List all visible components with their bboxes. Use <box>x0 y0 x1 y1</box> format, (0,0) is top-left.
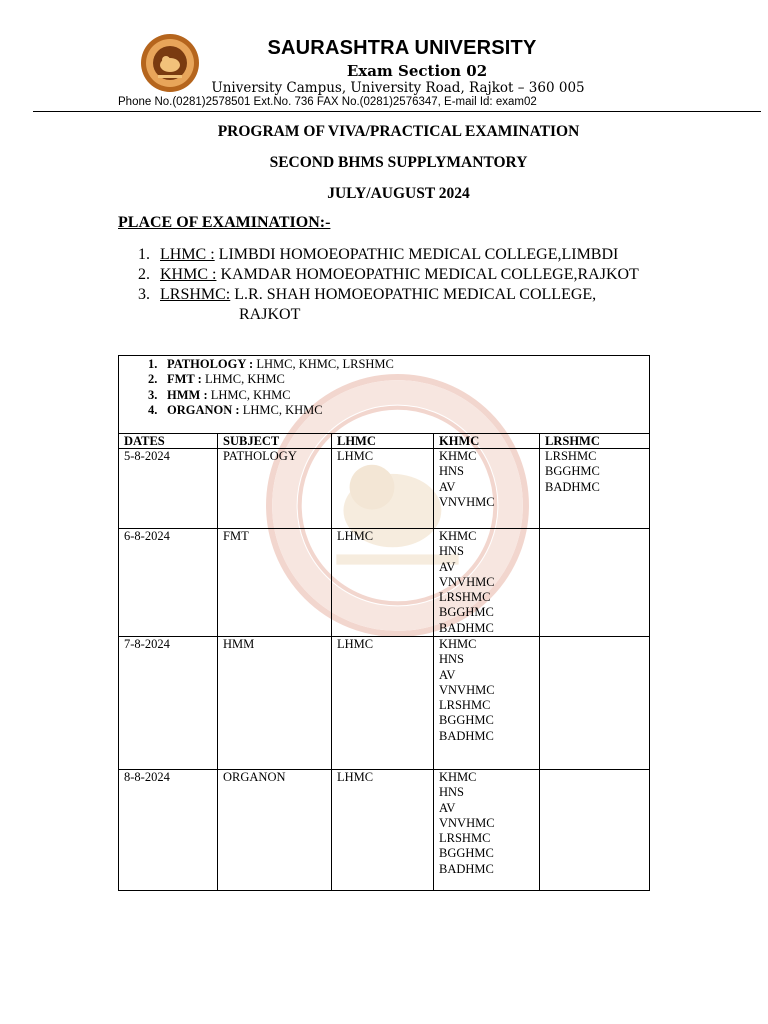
row-khmc: KHMC HNS AV VNVHMC <box>439 449 495 509</box>
subject-colleges: LHMC, KHMC <box>207 387 291 402</box>
subject-summary-list <box>119 356 649 433</box>
place-code: KHMC : <box>160 266 217 283</box>
program-period: JULY/AUGUST 2024 <box>327 185 470 202</box>
subject-name: ORGANON : <box>167 402 240 417</box>
row-date: 5-8-2024 <box>124 449 170 463</box>
row-subject: HMM <box>223 637 255 651</box>
row-date: 7-8-2024 <box>124 637 170 651</box>
subject-name: FMT : <box>167 372 202 387</box>
place-name: KAMDAR HOMOEOPATHIC MEDICAL COLLEGE,RAJKOT <box>216 266 639 283</box>
place-name-continued: RAJKOT <box>239 306 301 323</box>
place-item <box>138 265 639 285</box>
table-grid-line <box>433 433 434 890</box>
place-item <box>138 245 639 265</box>
contact-line: Phone No.(0281)2578501 Ext.No. 736 FAX No.(0281)2576347, E-mail Id: exam02 <box>118 96 537 108</box>
subject-number: 1. <box>148 357 158 371</box>
subject-name: HMM : <box>167 387 208 402</box>
table-grid-line <box>119 636 649 637</box>
subject-number: 3. <box>148 387 158 402</box>
row-subject: PATHOLOGY <box>223 449 297 463</box>
schedule-table <box>118 355 650 891</box>
subject-summary-item <box>148 372 649 387</box>
place-number: 3. <box>138 286 150 303</box>
university-address: University Campus, University Road, Rajkot – 360 005 <box>211 80 585 96</box>
row-lhmc: LHMC <box>337 770 374 784</box>
row-subject: ORGANON <box>223 770 286 784</box>
header-divider <box>33 111 761 112</box>
places-list <box>138 245 639 325</box>
subject-summary-item <box>148 357 649 372</box>
place-code: LRSHMC: <box>160 286 231 303</box>
exam-section-title: Exam Section 02 <box>346 62 488 80</box>
place-name: LIMBDI HOMOEOPATHIC MEDICAL COLLEGE,LIMBDI <box>214 246 619 263</box>
place-number: 1. <box>138 246 150 263</box>
row-lhmc: LHMC <box>337 449 374 463</box>
place-number: 2. <box>138 266 150 283</box>
column-header-lrshmc: LRSHMC <box>545 434 600 448</box>
row-subject: FMT <box>223 529 249 543</box>
table-grid-line <box>119 769 649 770</box>
subject-summary-item <box>148 403 649 418</box>
column-header-khmc: KHMC <box>439 434 480 448</box>
row-lrshmc: LRSHMC BGGHMC BADHMC <box>545 449 600 494</box>
column-header-subject: SUBJECT <box>223 434 280 448</box>
place-item <box>138 285 639 305</box>
row-khmc: KHMC HNS AV VNVHMC LRSHMC BGGHMC BADHMC <box>439 637 495 743</box>
subject-number: 2. <box>148 372 158 387</box>
table-grid-line <box>119 528 649 529</box>
table-grid-line <box>539 433 540 890</box>
table-grid-line <box>331 433 332 890</box>
column-header-dates: DATES <box>124 434 165 448</box>
subject-colleges: LHMC, KHMC <box>201 372 285 387</box>
row-lhmc: LHMC <box>337 529 374 543</box>
subject-colleges: LHMC, KHMC, LRSHMC <box>253 357 394 371</box>
program-subtitle: SECOND BHMS SUPPLYMANTORY <box>269 154 528 171</box>
place-of-examination-label: PLACE OF EXAMINATION:- <box>118 214 331 231</box>
place-name: L.R. SHAH HOMOEOPATHIC MEDICAL COLLEGE, <box>230 286 597 303</box>
subject-number: 4. <box>148 402 158 417</box>
row-lhmc: LHMC <box>337 637 374 651</box>
program-title: PROGRAM OF VIVA/PRACTICAL EXAMINATION <box>217 123 580 140</box>
subject-summary-item <box>148 388 649 403</box>
row-khmc: KHMC HNS AV VNVHMC LRSHMC BGGHMC BADHMC <box>439 529 495 635</box>
subject-colleges: LHMC, KHMC <box>239 402 323 417</box>
table-grid-line <box>217 433 218 890</box>
university-title: SAURASHTRA UNIVERSITY <box>267 37 537 59</box>
place-code: LHMC : <box>160 246 215 263</box>
column-header-lhmc: LHMC <box>337 434 376 448</box>
row-date: 8-8-2024 <box>124 770 170 784</box>
row-date: 6-8-2024 <box>124 529 170 543</box>
row-khmc: KHMC HNS AV VNVHMC LRSHMC BGGHMC BADHMC <box>439 770 495 876</box>
subject-name: PATHOLOGY : <box>167 357 254 371</box>
